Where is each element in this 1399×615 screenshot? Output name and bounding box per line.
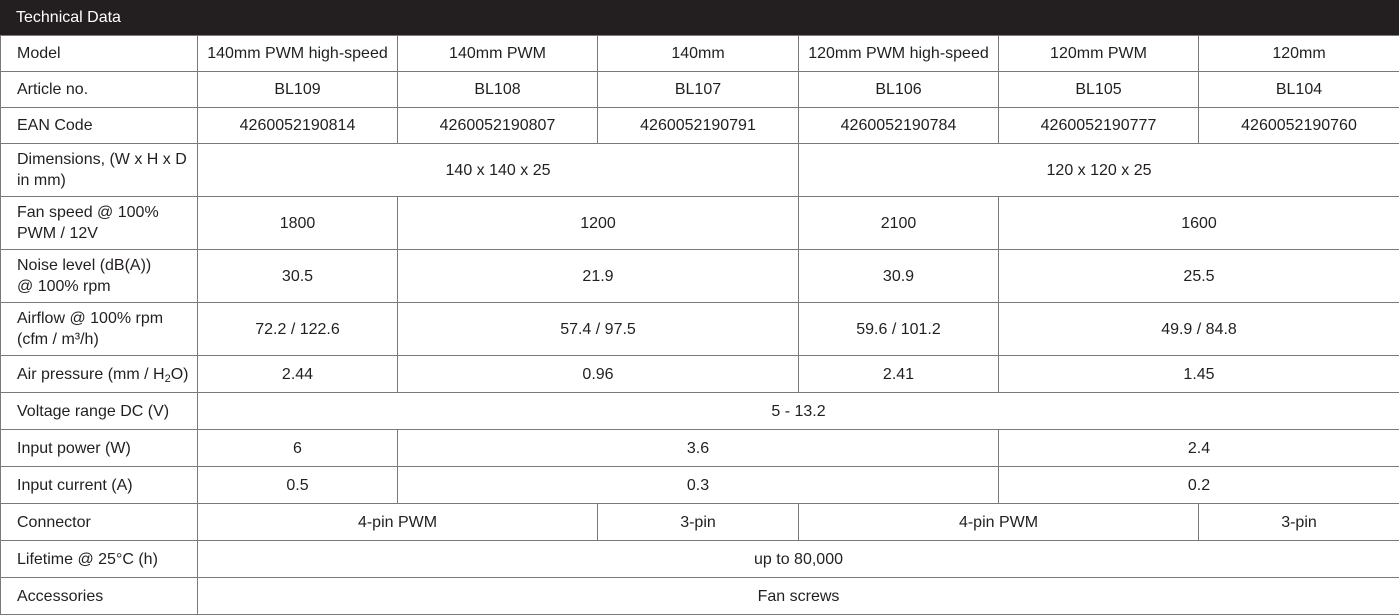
cell: 120mm bbox=[1199, 36, 1399, 72]
label-line-1: Dimensions, (W x H x D bbox=[17, 151, 187, 168]
label-line-1: Fan speed @ 100% bbox=[17, 204, 159, 221]
row-label: Input current (A) bbox=[1, 467, 198, 504]
table-title: Technical Data bbox=[0, 0, 1399, 35]
table-row-lifetime bbox=[1, 541, 1399, 578]
cell: 1800 bbox=[198, 197, 398, 250]
table-row-model bbox=[1, 36, 1399, 72]
table-row-connector bbox=[1, 504, 1399, 541]
table-row-voltage bbox=[1, 393, 1399, 430]
cell: 140mm PWM bbox=[398, 36, 598, 72]
cell: 4260052190814 bbox=[198, 108, 398, 144]
cell: Fan screws bbox=[198, 578, 1399, 615]
row-label bbox=[1, 144, 198, 197]
label-line-1: Airflow @ 100% rpm bbox=[17, 310, 164, 327]
table-row-accessories bbox=[1, 578, 1399, 615]
cell: 2.4 bbox=[999, 430, 1399, 467]
cell: 5 - 13.2 bbox=[198, 393, 1399, 430]
cell: BL106 bbox=[799, 72, 999, 108]
label-text: Air pressure (mm / H bbox=[17, 365, 165, 383]
table-row-dimensions bbox=[1, 144, 1399, 197]
cell: 30.5 bbox=[198, 250, 398, 303]
cell: BL108 bbox=[398, 72, 598, 108]
label-text-end: O) bbox=[170, 365, 189, 383]
cell: 2.41 bbox=[799, 356, 999, 393]
row-label bbox=[1, 250, 198, 303]
cell: BL104 bbox=[1199, 72, 1399, 108]
label-line-2: PWM / 12V bbox=[17, 225, 98, 242]
cell: 4-pin PWM bbox=[799, 504, 1199, 541]
cell: up to 80,000 bbox=[198, 541, 1399, 578]
table-row-fan-speed bbox=[1, 197, 1399, 250]
cell: BL105 bbox=[999, 72, 1199, 108]
cell: 140mm bbox=[598, 36, 799, 72]
cell: 1200 bbox=[398, 197, 799, 250]
row-label: EAN Code bbox=[1, 108, 198, 144]
label-line-2: in mm) bbox=[17, 172, 66, 189]
cell: 140 x 140 x 25 bbox=[198, 144, 799, 197]
cell: 1600 bbox=[999, 197, 1399, 250]
cell: 49.9 / 84.8 bbox=[999, 303, 1399, 356]
cell: 2100 bbox=[799, 197, 999, 250]
cell: 4260052190760 bbox=[1199, 108, 1399, 144]
table-row-input-power bbox=[1, 430, 1399, 467]
cell: 4260052190777 bbox=[999, 108, 1199, 144]
row-label: Voltage range DC (V) bbox=[1, 393, 198, 430]
cell: BL107 bbox=[598, 72, 799, 108]
row-label: Article no. bbox=[1, 72, 198, 108]
row-label bbox=[1, 303, 198, 356]
cell: 0.96 bbox=[398, 356, 799, 393]
cell: 0.5 bbox=[198, 467, 398, 504]
label-line-1: Noise level (dB(A)) bbox=[17, 257, 152, 274]
cell: 2.44 bbox=[198, 356, 398, 393]
cell: 25.5 bbox=[999, 250, 1399, 303]
table-row-article bbox=[1, 72, 1399, 108]
cell: 6 bbox=[198, 430, 398, 467]
cell: 21.9 bbox=[398, 250, 799, 303]
table-row-input-current bbox=[1, 467, 1399, 504]
cell: 30.9 bbox=[799, 250, 999, 303]
cell: 3-pin bbox=[1199, 504, 1399, 541]
row-label: Accessories bbox=[1, 578, 198, 615]
label-line-2: @ 100% rpm bbox=[17, 278, 111, 295]
row-label bbox=[1, 197, 198, 250]
cell: 57.4 / 97.5 bbox=[398, 303, 799, 356]
table-row-airflow bbox=[1, 303, 1399, 356]
cell: 0.3 bbox=[398, 467, 999, 504]
cell: 1.45 bbox=[999, 356, 1399, 393]
cell: 4260052190791 bbox=[598, 108, 799, 144]
row-label bbox=[1, 356, 198, 393]
cell: 4-pin PWM bbox=[198, 504, 598, 541]
table-row-ean bbox=[1, 108, 1399, 144]
cell: BL109 bbox=[198, 72, 398, 108]
cell: 140mm PWM high-speed bbox=[198, 36, 398, 72]
cell: 3.6 bbox=[398, 430, 999, 467]
label-line-2: (cfm / m³/h) bbox=[17, 331, 99, 348]
cell: 3-pin bbox=[598, 504, 799, 541]
cell: 4260052190807 bbox=[398, 108, 598, 144]
cell: 120mm PWM high-speed bbox=[799, 36, 999, 72]
table-row-noise bbox=[1, 250, 1399, 303]
row-label: Lifetime @ 25°C (h) bbox=[1, 541, 198, 578]
cell: 4260052190784 bbox=[799, 108, 999, 144]
label-subscript: 2 bbox=[164, 372, 171, 385]
cell: 0.2 bbox=[999, 467, 1399, 504]
row-label: Connector bbox=[1, 504, 198, 541]
row-label: Model bbox=[1, 36, 198, 72]
cell: 120 x 120 x 25 bbox=[799, 144, 1399, 197]
cell: 59.6 / 101.2 bbox=[799, 303, 999, 356]
cell: 120mm PWM bbox=[999, 36, 1199, 72]
spec-table bbox=[0, 35, 1399, 615]
cell: 72.2 / 122.6 bbox=[198, 303, 398, 356]
table-row-pressure bbox=[1, 356, 1399, 393]
row-label: Input power (W) bbox=[1, 430, 198, 467]
